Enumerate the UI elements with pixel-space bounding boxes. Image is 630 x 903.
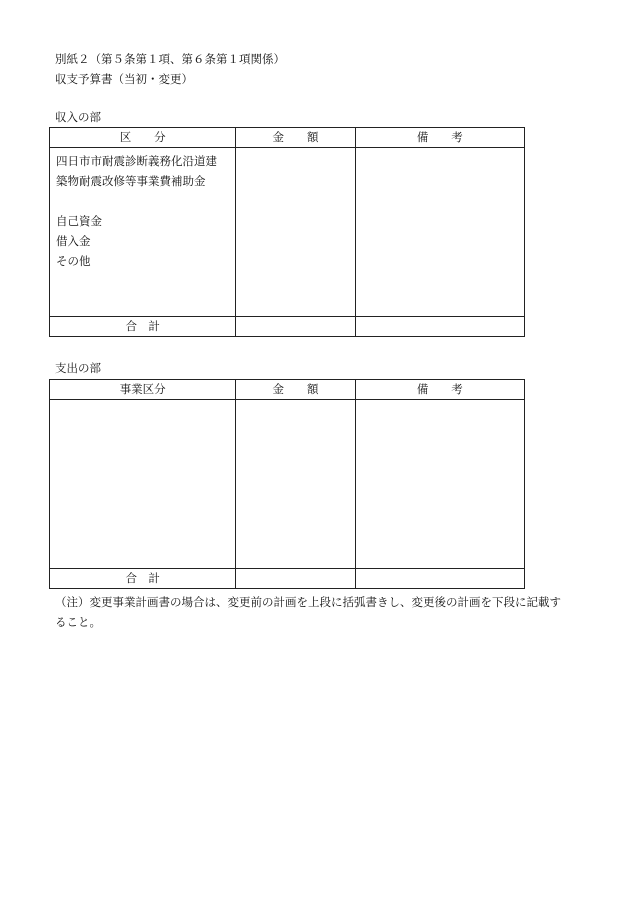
expense-total-amount-cell[interactable] [236, 569, 355, 589]
income-header-category: 区 分 [50, 128, 236, 148]
form-number-heading: 別紙２（第５条第１項、第６条第１項関係） [55, 52, 285, 66]
income-body-row [50, 148, 525, 317]
income-item: その他 [56, 254, 91, 268]
income-total-remarks-cell[interactable] [355, 317, 524, 337]
expense-category-cell[interactable] [50, 400, 236, 569]
expense-body-row [50, 400, 525, 569]
expense-section-title: 支出の部 [55, 361, 101, 375]
expense-amount-cell[interactable] [236, 400, 355, 569]
income-table [49, 127, 525, 337]
income-category-cell [50, 148, 236, 317]
income-amount-cell[interactable] [236, 148, 355, 317]
expense-table [49, 379, 525, 589]
income-item: 自己資金 [56, 214, 102, 228]
expense-header-amount: 金 額 [236, 380, 355, 400]
income-total-label: 合 計 [50, 317, 236, 337]
expense-header-remarks: 備 考 [355, 380, 524, 400]
income-header-row [50, 128, 525, 148]
income-total-amount-cell[interactable] [236, 317, 355, 337]
expense-header-category: 事業区分 [50, 380, 236, 400]
income-item: 築物耐震改修等事業費補助金 [56, 174, 206, 188]
document-title: 収支予算書（当初・変更） [55, 72, 193, 86]
footnote [55, 592, 585, 632]
income-section-title: 収入の部 [55, 110, 101, 124]
income-item: 借入金 [56, 234, 91, 248]
footnote-line: （注）変更事業計画書の場合は、変更前の計画を上段に括弧書きし、変更後の計画を下段に記載す [55, 595, 561, 609]
income-total-row [50, 317, 525, 337]
expense-total-remarks-cell[interactable] [355, 569, 524, 589]
footnote-line: ること。 [55, 615, 101, 629]
expense-header-row [50, 380, 525, 400]
income-item: 四日市市耐震診断義務化沿道建 [56, 154, 217, 168]
income-header-amount: 金 額 [236, 128, 355, 148]
expense-remarks-cell[interactable] [355, 400, 524, 569]
expense-total-row [50, 569, 525, 589]
income-remarks-cell[interactable] [355, 148, 524, 317]
income-item-spacer [56, 191, 235, 211]
income-header-remarks: 備 考 [355, 128, 524, 148]
expense-total-label: 合 計 [50, 569, 236, 589]
